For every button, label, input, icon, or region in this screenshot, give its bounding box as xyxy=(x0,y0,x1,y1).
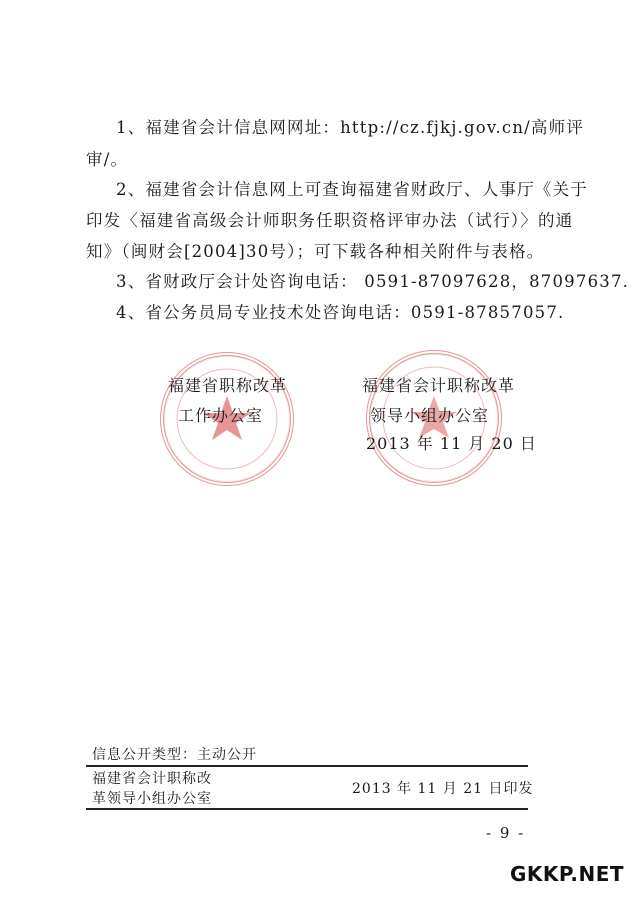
right-signature-line-2: 领导小组办公室 xyxy=(370,406,490,425)
paragraph-2-line-1: 2、福建省会计信息网上可查询福建省财政厅、人事厅《关于 xyxy=(116,180,588,199)
paragraph-1-line-1: 1、福建省会计信息网网址：http://cz.fjkj.gov.cn/高师评 xyxy=(116,118,585,137)
left-signature-line-1: 福建省职称改革 xyxy=(168,376,288,395)
right-signature-line-1: 福建省会计职称改革 xyxy=(362,376,516,395)
paragraph-4-line-1: 4、省公务员局专业技术处咨询电话：0591-87857057. xyxy=(116,303,565,322)
page-number: - 9 - xyxy=(486,824,526,842)
paragraph-2-line-3: 知》（闽财会[2004]30号）；可下载各种相关附件与表格。 xyxy=(86,242,545,261)
paragraph-1-line-2: 审/。 xyxy=(86,150,129,169)
footer-divider-top xyxy=(86,765,528,767)
issuer-line-2: 革领导小组办公室 xyxy=(92,791,212,807)
right-signature-date: 2013 年 11 月 20 日 xyxy=(366,434,537,453)
left-signature-line-2: 工作办公室 xyxy=(178,406,264,425)
disclosure-type: 信息公开类型：主动公开 xyxy=(92,747,257,763)
paragraph-3-line-1: 3、省财政厅会计处咨询电话： 0591-87097628，87097637. xyxy=(116,272,630,291)
issuer-line-1: 福建省会计职称改 xyxy=(92,771,212,787)
paragraph-2-line-2: 印发〈福建省高级会计师职务任职资格评审办法（试行）〉的通 xyxy=(86,211,574,230)
site-watermark: GKKP.NET xyxy=(509,862,624,886)
print-date: 2013 年 11 月 21 日印发 xyxy=(352,781,534,797)
footer-divider-bottom xyxy=(86,808,528,810)
